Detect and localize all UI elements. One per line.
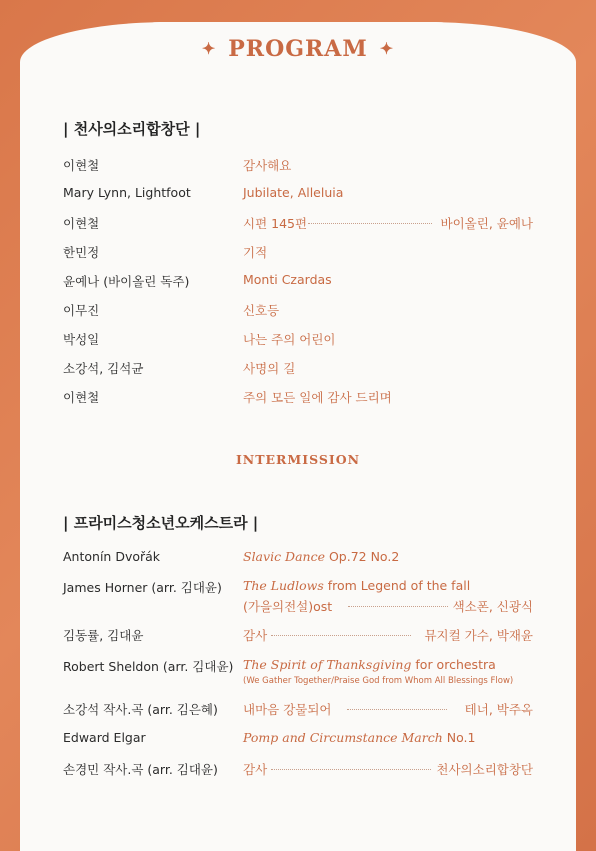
piece xyxy=(243,730,475,745)
performer: 윤예나 (바이올린 독주) xyxy=(63,274,190,289)
program-sheet xyxy=(20,22,576,851)
dotted-leader xyxy=(271,769,431,770)
performer: James Horner (arr. 김대윤) xyxy=(63,580,222,595)
program-row xyxy=(63,578,533,618)
piece-line2: (가을의전설)ost xyxy=(243,599,333,614)
piece-detail: No.1 xyxy=(442,730,476,745)
piece: 사명의 길 xyxy=(243,361,296,376)
section-title-orchestra: | 프라미스청소년오케스트라 | xyxy=(63,514,259,532)
section-title-choir: | 천사의소리합창단 | xyxy=(63,120,201,138)
performer: 이현철 xyxy=(63,390,100,405)
featured-artist: 천사의소리합창단 xyxy=(436,762,533,777)
piece: Jubilate, Alleluia xyxy=(243,185,344,200)
piece: 기적 xyxy=(243,245,268,260)
program-row xyxy=(63,272,533,292)
star-icon: ✦ xyxy=(379,39,395,58)
program-row xyxy=(63,301,533,321)
piece-detail: for orchestra xyxy=(411,657,496,672)
program-row xyxy=(63,657,533,691)
dotted-leader xyxy=(308,223,432,224)
piece: 나는 주의 어린이 xyxy=(243,332,336,347)
piece xyxy=(243,657,496,672)
piece-detail: Op.72 No.2 xyxy=(324,549,400,564)
performer: 한민정 xyxy=(63,245,100,260)
performer: 소강석, 김석균 xyxy=(63,361,144,376)
featured-artist: 색소폰, 신광식 xyxy=(452,599,533,614)
piece: Monti Czardas xyxy=(243,272,332,287)
program-row xyxy=(63,185,533,205)
piece: 시편 145편 xyxy=(243,216,308,231)
performer: 이무진 xyxy=(63,303,100,318)
piece xyxy=(243,578,470,593)
dotted-leader xyxy=(348,606,448,607)
program-row xyxy=(63,359,533,379)
intermission-label: INTERMISSION xyxy=(235,452,361,467)
piece-detail: from Legend of the fall xyxy=(323,578,471,593)
program-row xyxy=(63,214,533,234)
piece xyxy=(243,549,399,564)
program-row xyxy=(63,388,533,408)
piece: 신호등 xyxy=(243,303,280,318)
piece-title: Slavic Dance xyxy=(243,549,325,564)
performer: 김동률, 김대윤 xyxy=(63,628,144,643)
dotted-leader xyxy=(271,635,411,636)
program-row xyxy=(63,760,533,780)
dotted-leader xyxy=(347,709,447,710)
performer: 손경민 작사.곡 (arr. 김대윤) xyxy=(63,762,218,777)
piece: 주의 모든 일에 감사 드리며 xyxy=(243,390,392,405)
program-title xyxy=(0,36,596,62)
star-icon: ✦ xyxy=(201,39,217,58)
piece: 감사 xyxy=(243,628,268,643)
performer: Antonín Dvořák xyxy=(63,549,161,564)
piece-subtitle: (We Gather Together/Praise God from Whom All Blessings Flow) xyxy=(243,676,514,686)
performer: Mary Lynn, Lightfoot xyxy=(63,185,191,200)
performer: 이현철 xyxy=(63,158,100,173)
program-row xyxy=(63,549,533,569)
performer: Robert Sheldon (arr. 김대윤) xyxy=(63,659,234,674)
program-row xyxy=(63,626,533,646)
program-row xyxy=(63,243,533,263)
performer: 박성일 xyxy=(63,332,100,347)
featured-artist: 뮤지컬 가수, 박재윤 xyxy=(424,628,533,643)
program-title-text: PROGRAM xyxy=(228,36,368,62)
piece-title: The Spirit of Thanksgiving xyxy=(243,657,412,672)
piece-title: The Ludlows xyxy=(243,578,324,593)
program-row xyxy=(63,330,533,350)
performer: 소강석 작사.곡 (arr. 김은혜) xyxy=(63,702,218,717)
performer: Edward Elgar xyxy=(63,730,146,745)
program-row xyxy=(63,700,533,720)
piece: 감사해요 xyxy=(243,158,292,173)
performer: 이현철 xyxy=(63,216,100,231)
program-row xyxy=(63,730,533,750)
featured-artist: 테너, 박주옥 xyxy=(464,702,533,717)
program-row xyxy=(63,156,533,176)
featured-artist: 바이올린, 윤예나 xyxy=(440,216,533,231)
piece-title: Pomp and Circumstance March xyxy=(243,730,443,745)
piece: 내마음 강물되어 xyxy=(243,702,332,717)
piece: 감사 xyxy=(243,762,268,777)
